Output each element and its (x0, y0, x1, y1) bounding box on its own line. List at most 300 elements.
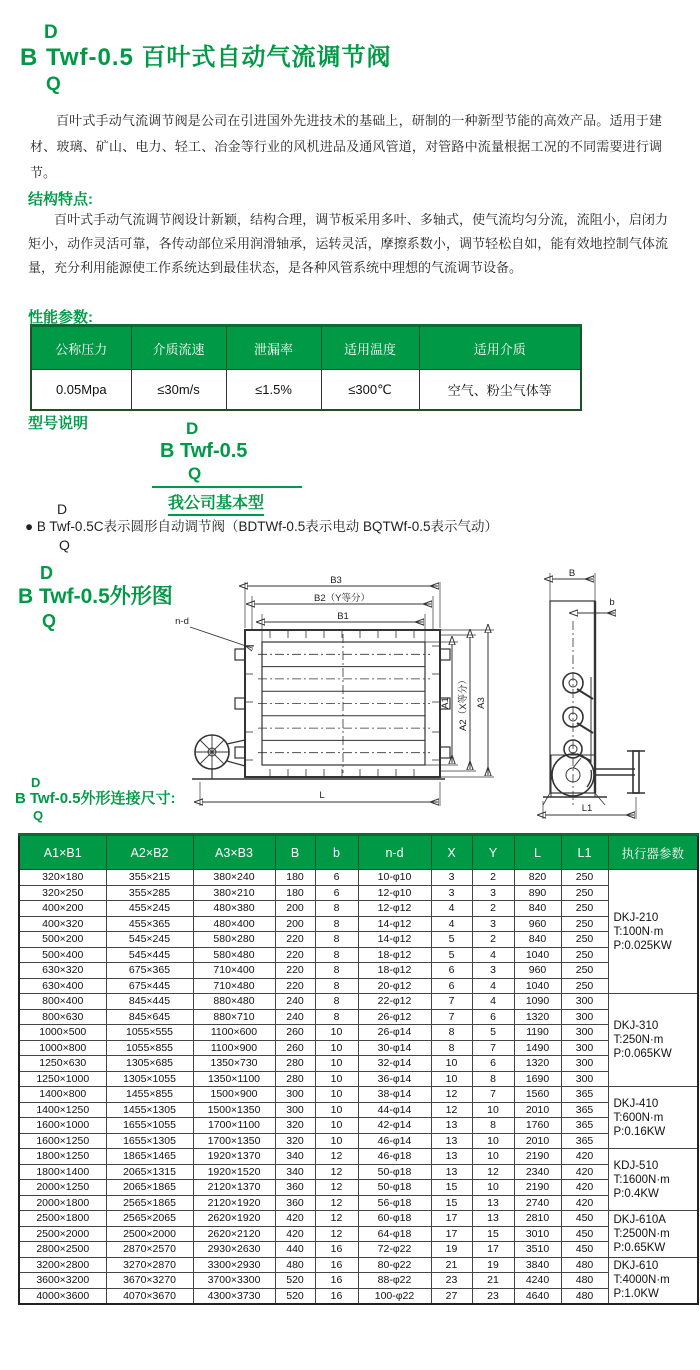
dim-cell: 8 (431, 1025, 472, 1041)
table-row (19, 1071, 698, 1087)
dim-cell: 12-φ12 (358, 901, 431, 917)
dim-cell: 250 (561, 870, 608, 886)
dim-cell: 1400×800 (19, 1087, 106, 1103)
structure-heading: 结构特点: (28, 191, 93, 208)
dim-cell: 480×380 (193, 901, 275, 917)
dim-cell: 1865×1465 (106, 1149, 193, 1165)
actuator-param-line: DKJ-410 (613, 1097, 659, 1110)
dim-cell: 1055×855 (106, 1040, 193, 1056)
outline-title: B Twf-0.5外形图 (18, 585, 173, 608)
dim-cell: 21 (472, 1273, 514, 1289)
dim-cell: 5 (431, 932, 472, 948)
dim-cell: 630×400 (19, 978, 106, 994)
conn-title: B Twf-0.5外形连接尺寸: (15, 790, 176, 807)
dim-cell: 10 (315, 1056, 358, 1072)
dim-cell: 1250×1000 (19, 1071, 106, 1087)
dim-cell: 18-φ12 (358, 963, 431, 979)
title-prefix-q: Q (46, 74, 61, 95)
title-prefix-d: D (44, 22, 58, 43)
dim-cell: 8 (315, 916, 358, 932)
dim-cell: 23 (472, 1288, 514, 1304)
dim-cell: 16 (315, 1257, 358, 1273)
dim-cell: 1400×1250 (19, 1102, 106, 1118)
dim-cell: 2500×2000 (106, 1226, 193, 1242)
table-row (19, 870, 698, 886)
dim-cell: 420 (561, 1195, 608, 1211)
actuator-param-line: T:1600N·m (613, 1173, 670, 1186)
dim-cell: 2065×1865 (106, 1180, 193, 1196)
dim-cell: 10 (472, 1133, 514, 1149)
note-d: D (57, 501, 68, 517)
dim-cell: 10 (315, 1025, 358, 1041)
actuator-param-line: T:600N·m (613, 1111, 664, 1124)
dim-column-header: n-d (358, 835, 431, 870)
dim-cell: 3200×2800 (19, 1257, 106, 1273)
dim-cell: 80-φ22 (358, 1257, 431, 1273)
dim-cell: 10 (431, 1071, 472, 1087)
dim-label-l1: L1 (581, 803, 593, 814)
dim-cell: 7 (472, 1040, 514, 1056)
dim-cell: 10 (431, 1056, 472, 1072)
dim-cell: 36-φ14 (358, 1071, 431, 1087)
dim-cell: 1655×1305 (106, 1133, 193, 1149)
dim-cell: 355×285 (106, 885, 193, 901)
note-q: Q (59, 537, 70, 553)
dim-cell: 220 (275, 932, 315, 948)
outline-q: Q (42, 611, 57, 631)
dim-cell: 1320 (514, 1056, 561, 1072)
actuator-param-line: T:4000N·m (613, 1274, 670, 1287)
perf-value: ≤300℃ (321, 370, 419, 411)
dim-cell: 8 (315, 994, 358, 1010)
dim-cell: 1305×685 (106, 1056, 193, 1072)
table-row (19, 947, 698, 963)
dim-cell: 2800×2500 (19, 1242, 106, 1258)
table-row (19, 1257, 698, 1273)
dim-cell: 2120×1920 (193, 1195, 275, 1211)
actuator-param-line: T:250N·m (613, 1034, 664, 1046)
dim-cell: 1600×1250 (19, 1133, 106, 1149)
dim-cell: 250 (561, 947, 608, 963)
dim-cell: 320×180 (19, 870, 106, 886)
dim-cell: 2 (472, 901, 514, 917)
dim-cell: 400×320 (19, 916, 106, 932)
actuator-param-line: P:1.0KW (613, 1288, 659, 1301)
dim-cell: 480 (561, 1273, 608, 1289)
dim-cell: 1655×1055 (106, 1118, 193, 1134)
table-row (19, 1242, 698, 1258)
dim-cell: 12-φ10 (358, 885, 431, 901)
dim-cell: 340 (275, 1164, 315, 1180)
dim-cell: 3510 (514, 1242, 561, 1258)
dim-cell: 17 (472, 1242, 514, 1258)
dim-cell: 480 (275, 1257, 315, 1273)
dim-cell: 710×480 (193, 978, 275, 994)
dim-cell: 6 (315, 870, 358, 886)
dim-cell: 710×400 (193, 963, 275, 979)
dim-cell: 300 (275, 1087, 315, 1103)
dim-cell: 15 (431, 1180, 472, 1196)
dim-cell: 1040 (514, 978, 561, 994)
dim-cell: 420 (561, 1149, 608, 1165)
dim-cell: 10 (315, 1040, 358, 1056)
dim-cell: 800×400 (19, 994, 106, 1010)
dim-cell: 10 (315, 1118, 358, 1134)
dim-cell: 12 (315, 1226, 358, 1242)
dim-cell: 2620×1920 (193, 1211, 275, 1227)
dim-cell: 1000×800 (19, 1040, 106, 1056)
dim-cell: 300 (275, 1102, 315, 1118)
dimensions-header-row (19, 835, 698, 870)
dim-cell: 1190 (514, 1025, 561, 1041)
dim-cell: 675×365 (106, 963, 193, 979)
dim-label-l: L (319, 790, 325, 801)
dim-cell: 480×400 (193, 916, 275, 932)
dim-cell: 3600×3200 (19, 1273, 106, 1289)
dim-cell: 1100×600 (193, 1025, 275, 1041)
actuator-params-cell (608, 1257, 698, 1304)
dim-cell: 280 (275, 1071, 315, 1087)
bullet-icon: ● (25, 519, 34, 534)
dim-label-b2: B2（Y等分） (314, 593, 370, 604)
dim-cell: 250 (561, 916, 608, 932)
dim-cell: 10-φ10 (358, 870, 431, 886)
dim-label-b-small: b (609, 597, 615, 608)
dim-cell: 320 (275, 1133, 315, 1149)
dim-cell: 100-φ22 (358, 1288, 431, 1304)
dim-cell: 27 (431, 1288, 472, 1304)
dim-cell: 180 (275, 870, 315, 886)
dim-cell: 2 (472, 870, 514, 886)
actuator-param-line: P:0.4KW (613, 1187, 659, 1200)
dim-cell: 5 (431, 947, 472, 963)
dim-cell: 23 (431, 1273, 472, 1289)
dim-cell: 365 (561, 1118, 608, 1134)
dim-cell: 580×280 (193, 932, 275, 948)
actuator-param-line: KDJ-510 (613, 1159, 659, 1172)
table-row (19, 963, 698, 979)
dim-cell: 380×210 (193, 885, 275, 901)
dim-cell: 220 (275, 963, 315, 979)
dim-cell: 1455×855 (106, 1087, 193, 1103)
dim-cell: 12 (315, 1180, 358, 1196)
dim-cell: 845×445 (106, 994, 193, 1010)
dim-cell: 180 (275, 885, 315, 901)
dim-cell: 840 (514, 901, 561, 917)
dim-cell: 19 (431, 1242, 472, 1258)
dim-cell: 200 (275, 901, 315, 917)
dim-cell: 2500×2000 (19, 1226, 106, 1242)
dim-cell: 64-φ18 (358, 1226, 431, 1242)
dim-cell: 365 (561, 1087, 608, 1103)
table-row (19, 1273, 698, 1289)
dim-cell: 455×245 (106, 901, 193, 917)
dim-cell: 240 (275, 994, 315, 1010)
dim-cell: 545×245 (106, 932, 193, 948)
dim-cell: 300 (561, 1025, 608, 1041)
dim-cell: 8 (315, 932, 358, 948)
actuator-param-line: DKJ-310 (613, 1020, 659, 1032)
actuator-params-cell (608, 1087, 698, 1149)
dim-cell: 8 (315, 1009, 358, 1025)
dim-cell: 1000×500 (19, 1025, 106, 1041)
actuator-param-line: DKJ-610A (613, 1213, 666, 1226)
table-row (19, 1009, 698, 1025)
dim-cell: 17 (431, 1211, 472, 1227)
table-row (19, 1180, 698, 1196)
dim-cell: 13 (431, 1133, 472, 1149)
performance-header-row (31, 326, 581, 370)
actuator-params-cell (608, 1211, 698, 1258)
actuator-params-cell (608, 994, 698, 1087)
performance-table (30, 324, 582, 411)
dim-cell: 4070×3670 (106, 1288, 193, 1304)
table-row (19, 1149, 698, 1165)
dim-column-header: A2×B2 (106, 835, 193, 870)
dim-cell: 2065×1315 (106, 1164, 193, 1180)
conn-q: Q (33, 808, 44, 823)
dim-label-a3: A3 (476, 697, 487, 709)
performance-value-row (31, 370, 581, 411)
dim-cell: 250 (561, 901, 608, 917)
dim-cell: 1690 (514, 1071, 561, 1087)
dim-cell: 1490 (514, 1040, 561, 1056)
dim-cell: 360 (275, 1195, 315, 1211)
conn-title-block (15, 776, 176, 823)
dim-column-header: B (275, 835, 315, 870)
table-row (19, 994, 698, 1010)
dim-cell: 6 (315, 885, 358, 901)
dim-cell: 260 (275, 1040, 315, 1056)
dim-column-header: L (514, 835, 561, 870)
dim-cell: 14-φ12 (358, 932, 431, 948)
dim-cell: 3 (472, 885, 514, 901)
dim-cell: 38-φ14 (358, 1087, 431, 1103)
table-row (19, 901, 698, 917)
dim-cell: 200 (275, 916, 315, 932)
dim-cell: 960 (514, 916, 561, 932)
dim-cell: 400×200 (19, 901, 106, 917)
dim-cell: 14-φ12 (358, 916, 431, 932)
dim-cell: 250 (561, 932, 608, 948)
dim-cell: 3700×3300 (193, 1273, 275, 1289)
dim-cell: 580×480 (193, 947, 275, 963)
dim-cell: 675×445 (106, 978, 193, 994)
dim-cell: 1055×555 (106, 1025, 193, 1041)
dim-cell: 220 (275, 947, 315, 963)
actuator-param-line: T:2500N·m (613, 1227, 670, 1240)
dim-cell: 88-φ22 (358, 1273, 431, 1289)
table-row (19, 916, 698, 932)
dim-cell: 545×445 (106, 947, 193, 963)
intro-paragraph: 百叶式手动气流调节阀是公司在引进国外先进技术的基础上，研制的一种新型节能的高效产品。适用于建材、玻璃、矿山、电力、轻工、冶金等行业的风机进品及通风管道，对管路中流量根据工况的不同需要进行调节。 (30, 113, 662, 180)
dim-cell: 30-φ14 (358, 1040, 431, 1056)
dim-cell: 8 (472, 1071, 514, 1087)
dim-cell: 72-φ22 (358, 1242, 431, 1258)
dim-cell: 15 (472, 1226, 514, 1242)
note-text-line (25, 517, 498, 537)
dim-cell: 340 (275, 1149, 315, 1165)
dim-cell: 2000×1800 (19, 1195, 106, 1211)
dim-cell: 12 (315, 1211, 358, 1227)
dim-cell: 6 (431, 978, 472, 994)
dim-cell: 6 (472, 1056, 514, 1072)
dim-cell: 26-φ14 (358, 1025, 431, 1041)
actuator-param-line: P:0.065KW (613, 1048, 672, 1060)
dim-cell: 2120×1370 (193, 1180, 275, 1196)
dim-cell: 450 (561, 1226, 608, 1242)
dim-cell: 2500×1800 (19, 1211, 106, 1227)
dim-cell: 13 (431, 1149, 472, 1165)
actuator-param-line: P:0.16KW (613, 1125, 666, 1138)
actuator-param-line: P:0.65KW (613, 1241, 666, 1254)
structure-paragraph: 百叶式手动气流调节阀设计新颖，结构合理，调节板采用多叶、多轴式，使气流均匀分流，流阻小，启闭力矩小，动作灵活可靠，各传动部位采用润滑轴承，运转灵活，摩擦系数小，调节轻松自如，能有效地控制气体流量，充分利用能源使工作系统达到最佳状态，是各种风管系统中理想的气流调节设备。 (28, 212, 668, 275)
dim-cell: 1920×1370 (193, 1149, 275, 1165)
dim-cell: 4 (431, 901, 472, 917)
dim-cell: 8 (472, 1118, 514, 1134)
dim-cell: 56-φ18 (358, 1195, 431, 1211)
dim-cell: 50-φ18 (358, 1164, 431, 1180)
dim-cell: 2740 (514, 1195, 561, 1211)
dim-cell: 1560 (514, 1087, 561, 1103)
dim-cell: 4 (472, 947, 514, 963)
dim-cell: 1350×730 (193, 1056, 275, 1072)
note-text: B Twf-0.5C表示圆形自动调节阀（BDTWf-0.5表示电动 BQTWf-0.5表示气动） (36, 519, 498, 534)
dim-cell: 1040 (514, 947, 561, 963)
dim-cell: 800×630 (19, 1009, 106, 1025)
dim-cell: 60-φ18 (358, 1211, 431, 1227)
conn-d: D (31, 775, 41, 790)
table-row (19, 1164, 698, 1180)
dim-cell: 2870×2570 (106, 1242, 193, 1258)
dim-cell: 17 (431, 1226, 472, 1242)
bolt-hole-ticks (245, 630, 440, 777)
dim-cell: 3 (472, 963, 514, 979)
table-row (19, 1025, 698, 1041)
crank-bearings (563, 673, 593, 763)
dim-cell: 2190 (514, 1180, 561, 1196)
dim-cell: 26-φ12 (358, 1009, 431, 1025)
perf-value: ≤30m/s (131, 370, 226, 411)
dim-cell: 520 (275, 1273, 315, 1289)
dim-cell: 7 (431, 1009, 472, 1025)
formula-model-line: B Twf-0.5 (160, 440, 248, 462)
dim-cell: 3 (472, 916, 514, 932)
dim-cell: 4640 (514, 1288, 561, 1304)
dim-column-header: 执行器参数 (608, 835, 698, 870)
perf-header: 介质流速 (131, 326, 226, 370)
dim-cell: 480 (561, 1288, 608, 1304)
dim-cell: 4 (431, 916, 472, 932)
dim-cell: 355×215 (106, 870, 193, 886)
actuator-param-line: T:100N·m (613, 925, 664, 938)
table-row (19, 1056, 698, 1072)
shaft-and-wheel (595, 751, 645, 793)
model-heading: 型号说明 (28, 415, 89, 432)
dim-cell: 1100×900 (193, 1040, 275, 1056)
dim-cell: 820 (514, 870, 561, 886)
dim-column-header: X (431, 835, 472, 870)
dim-cell: 420 (561, 1164, 608, 1180)
dim-cell: 8 (315, 963, 358, 979)
dim-label-b1: B1 (337, 611, 349, 622)
dim-cell: 2565×1865 (106, 1195, 193, 1211)
dim-cell: 250 (561, 963, 608, 979)
dim-cell: 1800×1400 (19, 1164, 106, 1180)
dim-cell: 365 (561, 1102, 608, 1118)
dim-cell: 10 (472, 1149, 514, 1165)
dim-cell: 20-φ12 (358, 978, 431, 994)
dim-cell: 13 (472, 1195, 514, 1211)
table-row (19, 885, 698, 901)
dim-cell: 845×645 (106, 1009, 193, 1025)
dim-cell: 44-φ14 (358, 1102, 431, 1118)
dim-cell: 2340 (514, 1164, 561, 1180)
dim-cell: 420 (275, 1211, 315, 1227)
dim-cell: 320 (275, 1118, 315, 1134)
dim-cell: 4300×3730 (193, 1288, 275, 1304)
dim-cell: 1250×630 (19, 1056, 106, 1072)
perf-header: 适用介质 (419, 326, 581, 370)
dim-cell: 480 (561, 1257, 608, 1273)
table-row (19, 1102, 698, 1118)
page-title: B Twf-0.5 百叶式自动气流调节阀 (20, 44, 392, 71)
dim-cell: 32-φ14 (358, 1056, 431, 1072)
dim-cell: 12 (431, 1102, 472, 1118)
model-note (25, 502, 498, 553)
outline-d: D (40, 563, 53, 583)
perf-value: 0.05Mpa (31, 370, 131, 411)
dim-cell: 46-φ14 (358, 1133, 431, 1149)
dim-cell: 4 (472, 994, 514, 1010)
dim-cell: 16 (315, 1242, 358, 1258)
dim-cell: 500×400 (19, 947, 106, 963)
dim-cell: 420 (275, 1226, 315, 1242)
dim-cell: 12 (315, 1164, 358, 1180)
dim-column-header: L1 (561, 835, 608, 870)
dim-cell: 10 (472, 1102, 514, 1118)
dim-cell: 3300×2930 (193, 1257, 275, 1273)
dim-cell: 300 (561, 1056, 608, 1072)
dim-cell: 1760 (514, 1118, 561, 1134)
dim-cell: 10 (472, 1180, 514, 1196)
table-row (19, 978, 698, 994)
dim-cell: 3 (431, 885, 472, 901)
dim-cell: 3010 (514, 1226, 561, 1242)
actuator-params-cell (608, 870, 698, 994)
dim-cell: 12 (315, 1149, 358, 1165)
dim-cell: 12 (315, 1195, 358, 1211)
dim-cell: 440 (275, 1242, 315, 1258)
dim-cell: 16 (315, 1273, 358, 1289)
dim-cell: 630×320 (19, 963, 106, 979)
dim-cell: 8 (315, 978, 358, 994)
dim-cell: 8 (315, 901, 358, 917)
dim-cell: 1920×1520 (193, 1164, 275, 1180)
dim-cell: 1600×1000 (19, 1118, 106, 1134)
perf-value: 空气、粉尘气体等 (419, 370, 581, 411)
dim-cell: 19 (472, 1257, 514, 1273)
dim-label-b3: B3 (330, 575, 342, 586)
dim-cell: 220 (275, 978, 315, 994)
dim-cell: 2010 (514, 1133, 561, 1149)
table-row (19, 932, 698, 948)
perf-value: ≤1.5% (226, 370, 321, 411)
dim-cell: 5 (472, 1025, 514, 1041)
actuator-params-cell (608, 1149, 698, 1211)
dim-cell: 1320 (514, 1009, 561, 1025)
perf-header: 适用温度 (321, 326, 419, 370)
